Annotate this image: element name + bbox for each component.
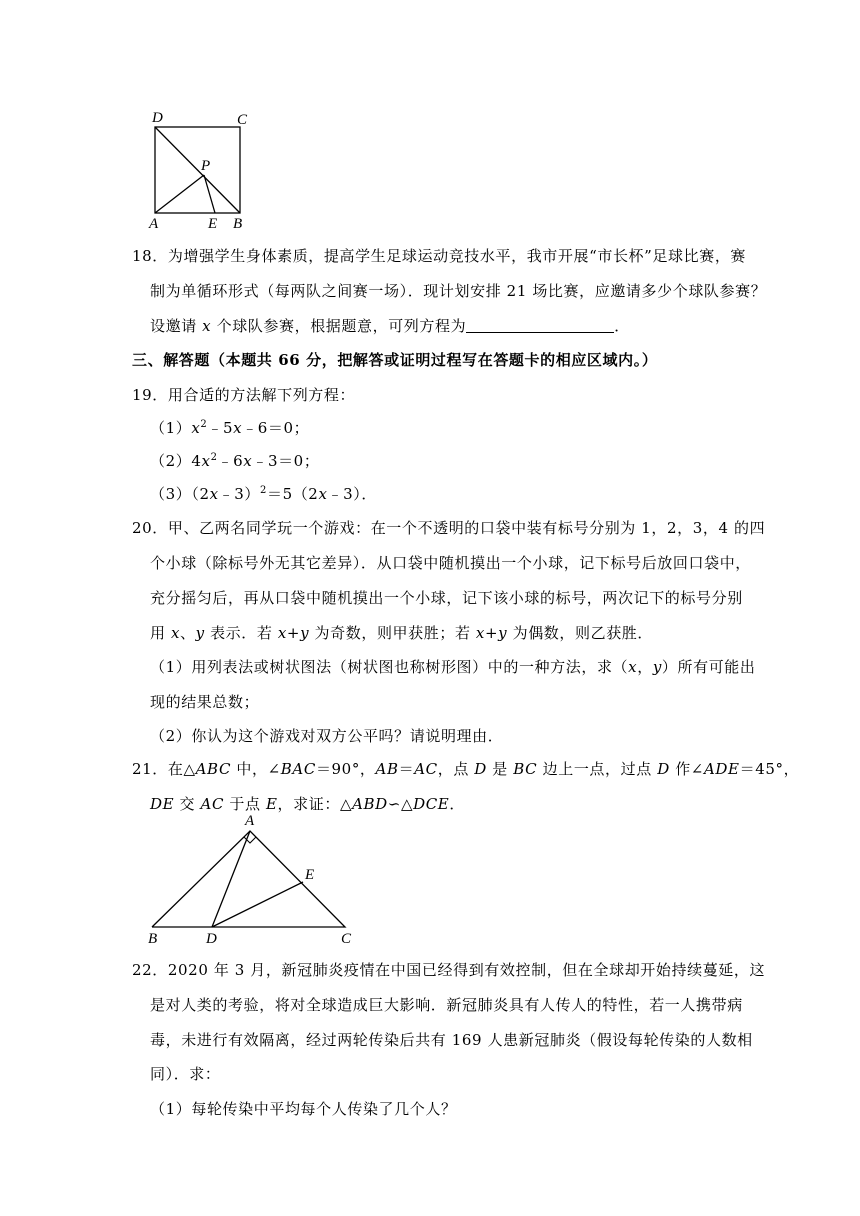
label-E: E — [208, 216, 218, 232]
q19-part3: （3）（2x﹣3）$^2$＝5（2x﹣3）． — [150, 485, 377, 503]
q22-line1: 22．2020 年 3 月，新冠肺炎疫情在中国已经得到有效控制，但在全球却开始持续蔓延，这 — [132, 961, 766, 979]
fig21-label-B: B — [148, 931, 158, 947]
label-D: D — [152, 110, 163, 126]
label-A: A — [149, 216, 159, 232]
fig21-label-A: A — [245, 813, 255, 829]
q21-line2: DE 交 AC 于点 E，求证：△ABD∽△DCE． — [150, 795, 465, 813]
q19-part2: $(2)4x^2﹣6x﹣3=0$； — [150, 452, 320, 470]
q20-line1: 20．甲、乙两名同学玩一个游戏：在一个不透明的口袋中装有标号分别为 1，2，3，4 的四 — [132, 519, 766, 537]
q21-line1: 21．在△ABC 中，∠BAC＝90°，AB＝AC，点 D 是 BC 边上一点，过点 D 作∠ADE＝45°， — [132, 760, 800, 778]
q19-title: 19．用合适的方法解下列方程： — [132, 386, 356, 404]
q20-line4: 用 x、y 表示．若 x+y 为奇数，则甲获胜；若 x+y 为偶数，则乙获胜． — [150, 624, 654, 642]
q19-part1: $(1)x^2﹣5x﹣6=0$； — [150, 419, 310, 437]
q18-line1: 18．为增强学生身体素质，提高学生足球运动竞技水平，我市开展“市长杯”足球比赛，赛 — [132, 247, 747, 265]
q18-line2: 制为单循环形式（每两队之间赛一场）．现计划安排 21 场比赛，应邀请多少个球队参赛？ — [150, 282, 767, 300]
answer-blank[interactable] — [466, 318, 614, 333]
fig21-label-E: E — [305, 867, 315, 883]
fig21-label-C: C — [341, 931, 352, 947]
q20-part1-line1: （1）用列表法或树状图法（树状图也称树形图）中的一种方法，求（x，y）所有可能出 — [150, 658, 756, 676]
triangle-figure — [140, 808, 370, 948]
fig21-label-D: D — [206, 931, 217, 947]
q20-line3: 充分摇匀后，再从口袋中随机摸出一个小球，记下该小球的标号，两次记下的标号分别 — [150, 589, 743, 607]
label-B: B — [233, 216, 243, 232]
square-figure — [140, 105, 260, 235]
q20-part2: （2）你认为这个游戏对双方公平吗？请说明理由． — [150, 727, 504, 745]
q20-line2: 个小球（除标号外无其它差异）．从口袋中随机摸出一个小球，记下标号后放回口袋中， — [150, 554, 751, 572]
q22-line3: 毒，未进行有效隔离，经过两轮传染后共有 169 人患新冠肺炎（假设每轮传染的人数相 — [150, 1031, 753, 1049]
q22-line4: 同）．求： — [150, 1065, 221, 1083]
q20-part1-line2: 现的结果总数； — [150, 693, 260, 711]
q22-part1: （1）每轮传染中平均每个人传染了几个人？ — [150, 1100, 457, 1118]
label-C: C — [237, 112, 248, 128]
section-title: 三、解答题（本题共 66 分，把解答或证明过程写在答题卡的相应区域内。） — [132, 351, 658, 369]
q18-line3: 设邀请 x 个球队参赛，根据题意，可列方程为 ． — [150, 317, 630, 335]
label-P: P — [201, 158, 211, 174]
q22-line2: 是对人类的考验，将对全球造成巨大影响．新冠肺炎具有人传人的特性，若一人携带病 — [150, 996, 743, 1014]
